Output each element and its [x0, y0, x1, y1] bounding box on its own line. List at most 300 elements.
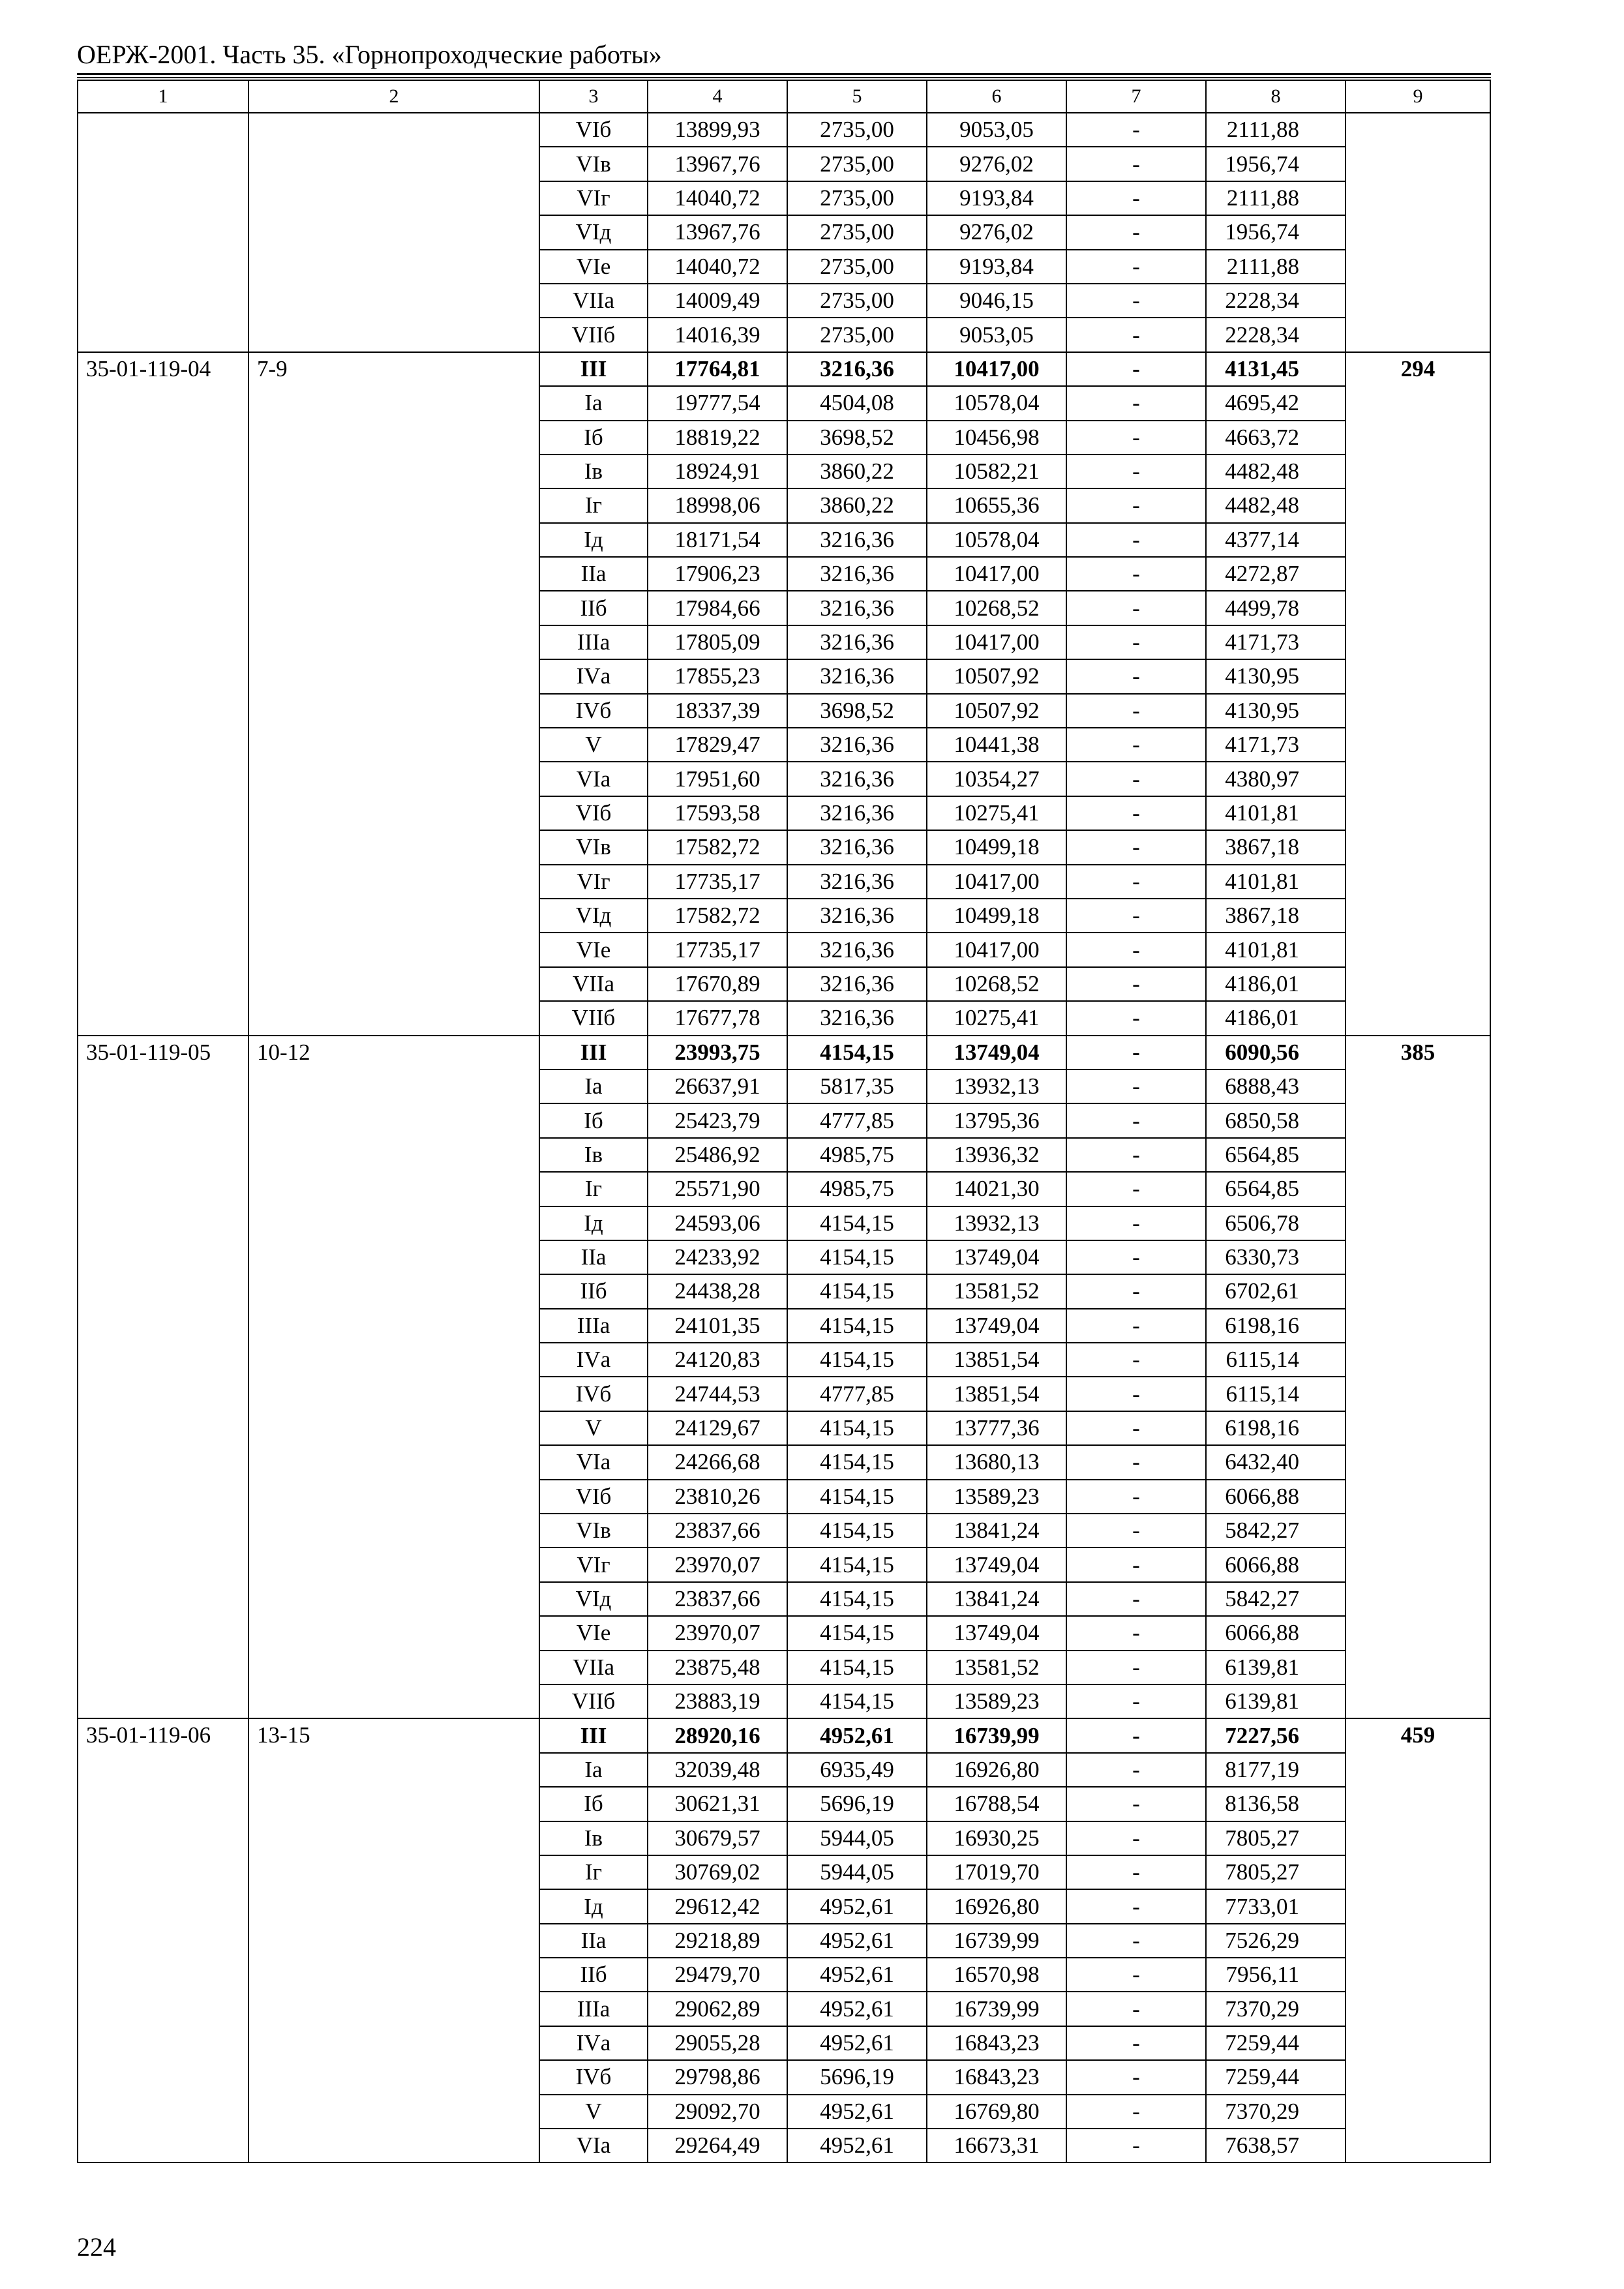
value-col7-cell: -	[1066, 1343, 1206, 1377]
value-col7-cell: -	[1066, 1377, 1206, 1411]
value-col7-cell: -	[1066, 1411, 1206, 1445]
value-col7-cell: -	[1066, 352, 1206, 386]
header-rule-thin	[77, 77, 1491, 78]
value-col4-cell: 23837,66	[648, 1582, 787, 1616]
value-col8-cell: 6198,16	[1206, 1309, 1346, 1343]
value-col6-cell: 10268,52	[927, 591, 1066, 625]
value-col6-cell: 16843,23	[927, 2026, 1066, 2060]
column-number: 8	[1206, 80, 1346, 113]
row-category-cell: VIа	[539, 762, 648, 796]
value-col7-cell: -	[1066, 250, 1206, 284]
value-col8-cell: 4663,72	[1206, 421, 1346, 455]
row-category-cell: Iг	[539, 1855, 648, 1889]
row-category-cell: IVб	[539, 1377, 648, 1411]
value-col7-cell: -	[1066, 625, 1206, 659]
value-col4-cell: 29479,70	[648, 1958, 787, 1992]
value-col5-cell: 3216,36	[787, 591, 927, 625]
value-col5-cell: 3216,36	[787, 933, 927, 966]
row-category-cell: VIе	[539, 933, 648, 966]
table-row	[78, 1718, 1490, 1752]
value-col5-cell: 4985,75	[787, 1138, 927, 1172]
value-col5-cell: 4154,15	[787, 1240, 927, 1274]
value-col6-cell: 13936,32	[927, 1138, 1066, 1172]
value-col7-cell: -	[1066, 2060, 1206, 2094]
value-col8-cell: 7956,11	[1206, 1958, 1346, 1992]
value-col8-cell: 6198,16	[1206, 1411, 1346, 1445]
value-col5-cell: 4154,15	[787, 1206, 927, 1240]
row-category-cell: VIг	[539, 865, 648, 899]
value-col4-cell: 24120,83	[648, 1343, 787, 1377]
value-col5-cell: 4952,61	[787, 1718, 927, 1752]
value-col8-cell: 3867,18	[1206, 899, 1346, 933]
value-col4-cell: 14016,39	[648, 318, 787, 352]
value-col7-cell: -	[1066, 1480, 1206, 1514]
value-col7-cell: -	[1066, 1684, 1206, 1718]
row-category-cell: VIIа	[539, 284, 648, 318]
value-col6-cell: 13932,13	[927, 1070, 1066, 1103]
value-col6-cell: 13749,04	[927, 1036, 1066, 1070]
value-col8-cell: 4171,73	[1206, 625, 1346, 659]
value-col6-cell: 9053,05	[927, 113, 1066, 147]
column-number: 6	[927, 80, 1066, 113]
value-col5-cell: 4985,75	[787, 1172, 927, 1206]
value-col8-cell: 7805,27	[1206, 1821, 1346, 1855]
value-col5-cell: 2735,00	[787, 147, 927, 181]
value-col6-cell: 13581,52	[927, 1274, 1066, 1308]
value-col5-cell: 4154,15	[787, 1036, 927, 1070]
value-col4-cell: 25423,79	[648, 1103, 787, 1137]
value-col4-cell: 17829,47	[648, 728, 787, 762]
value-col7-cell: -	[1066, 318, 1206, 352]
value-col5-cell: 3216,36	[787, 523, 927, 557]
value-col8-cell: 4377,14	[1206, 523, 1346, 557]
value-col6-cell: 16843,23	[927, 2060, 1066, 2094]
value-col6-cell: 10578,04	[927, 386, 1066, 420]
value-col5-cell: 5944,05	[787, 1821, 927, 1855]
row-category-cell: III	[539, 1036, 648, 1070]
value-col5-cell: 3216,36	[787, 796, 927, 830]
value-col6-cell: 10456,98	[927, 421, 1066, 455]
value-col5-cell: 2735,00	[787, 284, 927, 318]
value-col6-cell: 9276,02	[927, 147, 1066, 181]
value-col4-cell: 17677,78	[648, 1001, 787, 1035]
value-col5-cell: 4154,15	[787, 1411, 927, 1445]
value-col8-cell: 7526,29	[1206, 1924, 1346, 1958]
value-col5-cell: 3216,36	[787, 967, 927, 1001]
row-category-cell: III	[539, 1718, 648, 1752]
value-col8-cell: 7370,29	[1206, 2095, 1346, 2129]
value-col5-cell: 3860,22	[787, 455, 927, 488]
row-category-cell: III	[539, 352, 648, 386]
value-col5-cell: 5696,19	[787, 2060, 927, 2094]
rate-code-cell: 35-01-119-06	[78, 1718, 248, 2162]
value-col5-cell: 4952,61	[787, 1924, 927, 1958]
value-col7-cell: -	[1066, 1616, 1206, 1650]
value-col8-cell: 6330,73	[1206, 1240, 1346, 1274]
value-col7-cell: -	[1066, 933, 1206, 966]
value-col4-cell: 14040,72	[648, 181, 787, 215]
value-col5-cell: 3860,22	[787, 488, 927, 522]
value-col5-cell: 4777,85	[787, 1103, 927, 1137]
value-col5-cell: 4154,15	[787, 1582, 927, 1616]
value-col6-cell: 13589,23	[927, 1480, 1066, 1514]
row-category-cell: Iа	[539, 1753, 648, 1787]
value-col6-cell: 10417,00	[927, 933, 1066, 966]
value-col8-cell: 6139,81	[1206, 1651, 1346, 1684]
row-category-cell: VIа	[539, 2129, 648, 2162]
rate-code-cell	[78, 113, 248, 352]
value-col8-cell: 2111,88	[1206, 113, 1346, 147]
row-category-cell: IIб	[539, 591, 648, 625]
value-col8-cell: 4186,01	[1206, 967, 1346, 1001]
value-col4-cell: 17984,66	[648, 591, 787, 625]
value-col4-cell: 17855,23	[648, 659, 787, 693]
value-col5-cell: 3216,36	[787, 557, 927, 591]
value-col8-cell: 7259,44	[1206, 2060, 1346, 2094]
row-category-cell: Iд	[539, 1889, 648, 1923]
column9-cell: 385	[1346, 1036, 1490, 1719]
row-category-cell: IVа	[539, 2026, 648, 2060]
value-col7-cell: -	[1066, 523, 1206, 557]
row-category-cell: V	[539, 2095, 648, 2129]
value-col4-cell: 29264,49	[648, 2129, 787, 2162]
value-col7-cell: -	[1066, 421, 1206, 455]
value-col6-cell: 13749,04	[927, 1309, 1066, 1343]
value-col6-cell: 13749,04	[927, 1548, 1066, 1581]
value-col6-cell: 9053,05	[927, 318, 1066, 352]
value-col8-cell: 6564,85	[1206, 1138, 1346, 1172]
row-category-cell: Iв	[539, 1138, 648, 1172]
value-col8-cell: 4272,87	[1206, 557, 1346, 591]
row-category-cell: VIг	[539, 1548, 648, 1581]
value-col7-cell: -	[1066, 694, 1206, 728]
value-col7-cell: -	[1066, 1514, 1206, 1548]
value-col4-cell: 18337,39	[648, 694, 787, 728]
value-col4-cell: 30621,31	[648, 1787, 787, 1821]
value-col5-cell: 3698,52	[787, 421, 927, 455]
value-col6-cell: 16769,80	[927, 2095, 1066, 2129]
value-col5-cell: 2735,00	[787, 113, 927, 147]
value-col6-cell: 9276,02	[927, 215, 1066, 249]
value-col7-cell: -	[1066, 1001, 1206, 1035]
value-col7-cell: -	[1066, 728, 1206, 762]
value-col4-cell: 30769,02	[648, 1855, 787, 1889]
value-col4-cell: 30679,57	[648, 1821, 787, 1855]
row-category-cell: V	[539, 728, 648, 762]
value-col4-cell: 17670,89	[648, 967, 787, 1001]
header-rule-thick	[77, 73, 1491, 75]
value-col4-cell: 24129,67	[648, 1411, 787, 1445]
row-category-cell: Iб	[539, 1787, 648, 1821]
value-col4-cell: 18924,91	[648, 455, 787, 488]
value-col8-cell: 7259,44	[1206, 2026, 1346, 2060]
value-col7-cell: -	[1066, 2095, 1206, 2129]
value-col8-cell: 8177,19	[1206, 1753, 1346, 1787]
value-col7-cell: -	[1066, 215, 1206, 249]
value-col7-cell: -	[1066, 147, 1206, 181]
value-col8-cell: 6139,81	[1206, 1684, 1346, 1718]
value-col6-cell: 16673,31	[927, 2129, 1066, 2162]
row-category-cell: VIг	[539, 181, 648, 215]
value-col4-cell: 17805,09	[648, 625, 787, 659]
value-col4-cell: 23837,66	[648, 1514, 787, 1548]
row-category-cell: IVб	[539, 694, 648, 728]
value-col4-cell: 24101,35	[648, 1309, 787, 1343]
value-col6-cell: 13777,36	[927, 1411, 1066, 1445]
value-col5-cell: 4154,15	[787, 1651, 927, 1684]
value-col4-cell: 28920,16	[648, 1718, 787, 1752]
column9-cell	[1346, 113, 1490, 352]
value-col8-cell: 4499,78	[1206, 591, 1346, 625]
column-number: 9	[1346, 80, 1490, 113]
value-col6-cell: 16739,99	[927, 1924, 1066, 1958]
value-col7-cell: -	[1066, 284, 1206, 318]
value-col6-cell: 10499,18	[927, 899, 1066, 933]
value-col7-cell: -	[1066, 1855, 1206, 1889]
value-col4-cell: 13967,76	[648, 147, 787, 181]
value-col5-cell: 3216,36	[787, 625, 927, 659]
value-col5-cell: 4952,61	[787, 1958, 927, 1992]
table-row	[78, 1036, 1490, 1070]
value-col6-cell: 16739,99	[927, 1718, 1066, 1752]
value-col7-cell: -	[1066, 1240, 1206, 1274]
value-col5-cell: 2735,00	[787, 181, 927, 215]
value-col5-cell: 4154,15	[787, 1684, 927, 1718]
value-col7-cell: -	[1066, 1103, 1206, 1137]
value-col7-cell: -	[1066, 1787, 1206, 1821]
row-category-cell: IVа	[539, 1343, 648, 1377]
value-col8-cell: 6506,78	[1206, 1206, 1346, 1240]
row-category-cell: IVа	[539, 659, 648, 693]
column-number-row	[78, 80, 1490, 113]
value-col7-cell: -	[1066, 455, 1206, 488]
row-category-cell: Iг	[539, 488, 648, 522]
row-category-cell: Iд	[539, 1206, 648, 1240]
value-col7-cell: -	[1066, 865, 1206, 899]
value-col4-cell: 17906,23	[648, 557, 787, 591]
value-col7-cell: -	[1066, 1274, 1206, 1308]
value-col8-cell: 1956,74	[1206, 215, 1346, 249]
column-number: 3	[539, 80, 648, 113]
value-col5-cell: 2735,00	[787, 250, 927, 284]
row-category-cell: VIе	[539, 1616, 648, 1650]
value-col6-cell: 10582,21	[927, 455, 1066, 488]
value-col4-cell: 23970,07	[648, 1616, 787, 1650]
value-col4-cell: 18819,22	[648, 421, 787, 455]
value-col4-cell: 13899,93	[648, 113, 787, 147]
value-col5-cell: 4952,61	[787, 2095, 927, 2129]
value-col7-cell: -	[1066, 557, 1206, 591]
value-col4-cell: 26637,91	[648, 1070, 787, 1103]
value-col4-cell: 24438,28	[648, 1274, 787, 1308]
row-category-cell: VIе	[539, 250, 648, 284]
row-category-cell: IIIа	[539, 625, 648, 659]
row-category-cell: VIд	[539, 1582, 648, 1616]
value-col6-cell: 10417,00	[927, 557, 1066, 591]
value-col4-cell: 14040,72	[648, 250, 787, 284]
value-col8-cell: 5842,27	[1206, 1582, 1346, 1616]
value-col8-cell: 6115,14	[1206, 1377, 1346, 1411]
row-category-cell: VIIа	[539, 967, 648, 1001]
value-col8-cell: 3867,18	[1206, 830, 1346, 864]
value-col7-cell: -	[1066, 488, 1206, 522]
value-col8-cell: 4130,95	[1206, 659, 1346, 693]
value-col5-cell: 4154,15	[787, 1480, 927, 1514]
value-col4-cell: 23875,48	[648, 1651, 787, 1684]
value-col4-cell: 29092,70	[648, 2095, 787, 2129]
value-col8-cell: 8136,58	[1206, 1787, 1346, 1821]
value-col8-cell: 6850,58	[1206, 1103, 1346, 1137]
value-col4-cell: 32039,48	[648, 1753, 787, 1787]
value-col4-cell: 17582,72	[648, 899, 787, 933]
row-category-cell: IIIа	[539, 1992, 648, 2026]
value-col5-cell: 3216,36	[787, 1001, 927, 1035]
value-col7-cell: -	[1066, 1924, 1206, 1958]
row-category-cell: VIв	[539, 147, 648, 181]
value-col4-cell: 13967,76	[648, 215, 787, 249]
value-col7-cell: -	[1066, 1036, 1206, 1070]
value-col6-cell: 10507,92	[927, 659, 1066, 693]
value-col4-cell: 24233,92	[648, 1240, 787, 1274]
column-number: 4	[648, 80, 787, 113]
value-col4-cell: 25486,92	[648, 1138, 787, 1172]
value-col6-cell: 10507,92	[927, 694, 1066, 728]
value-col4-cell: 17735,17	[648, 865, 787, 899]
column-number: 1	[78, 80, 248, 113]
value-col7-cell: -	[1066, 899, 1206, 933]
value-col5-cell: 4154,15	[787, 1445, 927, 1479]
value-col6-cell: 13680,13	[927, 1445, 1066, 1479]
table-row	[78, 352, 1490, 386]
value-col4-cell: 23970,07	[648, 1548, 787, 1581]
value-col8-cell: 4131,45	[1206, 352, 1346, 386]
value-col6-cell: 13851,54	[927, 1377, 1066, 1411]
value-col4-cell: 29055,28	[648, 2026, 787, 2060]
value-col7-cell: -	[1066, 1718, 1206, 1752]
column9-cell: 459	[1346, 1718, 1490, 2162]
row-category-cell: IVб	[539, 2060, 648, 2094]
value-col7-cell: -	[1066, 1138, 1206, 1172]
rate-code-cell: 35-01-119-05	[78, 1036, 248, 1719]
row-category-cell: Iб	[539, 421, 648, 455]
value-col6-cell: 13851,54	[927, 1343, 1066, 1377]
value-col6-cell: 10417,00	[927, 352, 1066, 386]
row-category-cell: Iа	[539, 386, 648, 420]
value-col8-cell: 6702,61	[1206, 1274, 1346, 1308]
value-col8-cell: 7733,01	[1206, 1889, 1346, 1923]
value-col4-cell: 24744,53	[648, 1377, 787, 1411]
row-category-cell: VIв	[539, 1514, 648, 1548]
value-col7-cell: -	[1066, 1992, 1206, 2026]
row-category-cell: VIд	[539, 899, 648, 933]
rate-range-cell	[248, 113, 539, 352]
row-category-cell: V	[539, 1411, 648, 1445]
value-col6-cell: 17019,70	[927, 1855, 1066, 1889]
value-col4-cell: 23883,19	[648, 1684, 787, 1718]
value-col7-cell: -	[1066, 1206, 1206, 1240]
column9-cell: 294	[1346, 352, 1490, 1036]
value-col8-cell: 6432,40	[1206, 1445, 1346, 1479]
value-col7-cell: -	[1066, 1753, 1206, 1787]
row-category-cell: Iа	[539, 1070, 648, 1103]
value-col4-cell: 29612,42	[648, 1889, 787, 1923]
row-category-cell: Iд	[539, 523, 648, 557]
value-col6-cell: 13749,04	[927, 1616, 1066, 1650]
row-category-cell: Iв	[539, 1821, 648, 1855]
column-number: 2	[248, 80, 539, 113]
value-col8-cell: 6066,88	[1206, 1480, 1346, 1514]
row-category-cell: IIб	[539, 1274, 648, 1308]
row-category-cell: VIв	[539, 830, 648, 864]
value-col5-cell: 4504,08	[787, 386, 927, 420]
value-col7-cell: -	[1066, 1070, 1206, 1103]
value-col6-cell: 16788,54	[927, 1787, 1066, 1821]
value-col8-cell: 6888,43	[1206, 1070, 1346, 1103]
value-col5-cell: 4952,61	[787, 2026, 927, 2060]
rate-range-cell: 13-15	[248, 1718, 539, 2162]
value-col6-cell: 10417,00	[927, 865, 1066, 899]
value-col4-cell: 17764,81	[648, 352, 787, 386]
value-col8-cell: 4482,48	[1206, 488, 1346, 522]
row-category-cell: VIIа	[539, 1651, 648, 1684]
value-col6-cell: 13749,04	[927, 1240, 1066, 1274]
value-col7-cell: -	[1066, 1309, 1206, 1343]
column-number: 5	[787, 80, 927, 113]
value-col4-cell: 24593,06	[648, 1206, 787, 1240]
value-col6-cell: 10275,41	[927, 796, 1066, 830]
value-col8-cell: 2228,34	[1206, 284, 1346, 318]
value-col5-cell: 2735,00	[787, 318, 927, 352]
value-col6-cell: 16570,98	[927, 1958, 1066, 1992]
value-col6-cell: 10578,04	[927, 523, 1066, 557]
value-col7-cell: -	[1066, 762, 1206, 796]
value-col7-cell: -	[1066, 1172, 1206, 1206]
value-col7-cell: -	[1066, 2129, 1206, 2162]
value-col5-cell: 6935,49	[787, 1753, 927, 1787]
value-col7-cell: -	[1066, 591, 1206, 625]
value-col7-cell: -	[1066, 1958, 1206, 1992]
value-col8-cell: 4101,81	[1206, 933, 1346, 966]
value-col4-cell: 17593,58	[648, 796, 787, 830]
value-col5-cell: 3216,36	[787, 728, 927, 762]
value-col5-cell: 4952,61	[787, 2129, 927, 2162]
value-col6-cell: 10354,27	[927, 762, 1066, 796]
value-col5-cell: 3216,36	[787, 899, 927, 933]
value-col5-cell: 3216,36	[787, 762, 927, 796]
value-col4-cell: 29218,89	[648, 1924, 787, 1958]
value-col5-cell: 3698,52	[787, 694, 927, 728]
value-col8-cell: 4101,81	[1206, 865, 1346, 899]
value-col8-cell: 6115,14	[1206, 1343, 1346, 1377]
value-col8-cell: 4130,95	[1206, 694, 1346, 728]
value-col5-cell: 4154,15	[787, 1309, 927, 1343]
value-col4-cell: 23810,26	[648, 1480, 787, 1514]
value-col8-cell: 6564,85	[1206, 1172, 1346, 1206]
row-category-cell: IIа	[539, 1240, 648, 1274]
price-table	[77, 80, 1491, 2163]
value-col6-cell: 14021,30	[927, 1172, 1066, 1206]
value-col7-cell: -	[1066, 659, 1206, 693]
value-col6-cell: 10499,18	[927, 830, 1066, 864]
value-col6-cell: 16926,80	[927, 1753, 1066, 1787]
value-col6-cell: 16930,25	[927, 1821, 1066, 1855]
value-col7-cell: -	[1066, 113, 1206, 147]
value-col6-cell: 10441,38	[927, 728, 1066, 762]
row-category-cell: IIа	[539, 1924, 648, 1958]
value-col4-cell: 29798,86	[648, 2060, 787, 2094]
column-number: 7	[1066, 80, 1206, 113]
value-col5-cell: 3216,36	[787, 830, 927, 864]
